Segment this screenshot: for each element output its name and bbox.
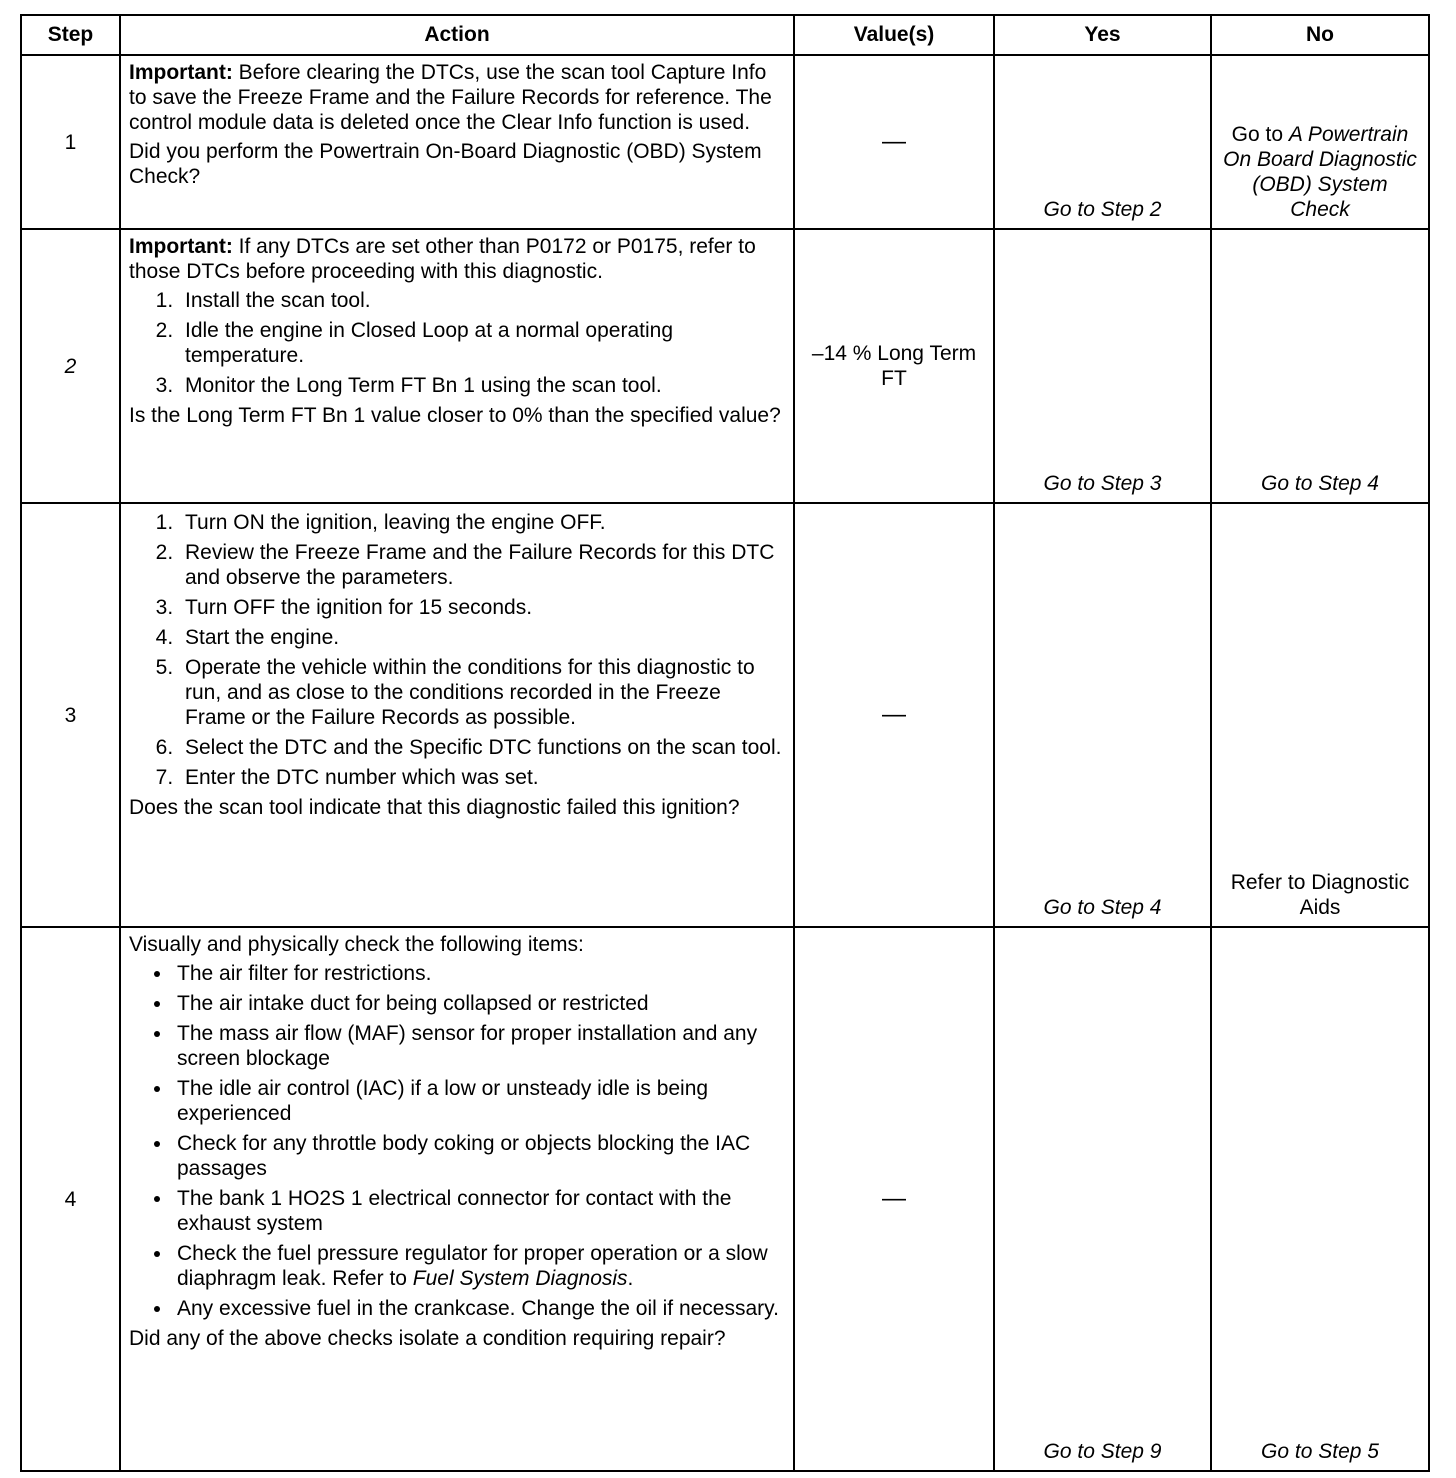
question: Does the scan tool indicate that this diagnostic failed this ignition? <box>129 796 740 819</box>
diagnostic-table <box>20 14 1430 1472</box>
step-number: 4 <box>21 927 120 1471</box>
question: Did any of the above checks isolate a condition requiring repair? <box>129 1327 726 1350</box>
action-cell <box>120 503 794 927</box>
yes-cell: Go to Step 2 <box>994 55 1211 229</box>
header-row <box>21 15 1429 55</box>
list-item: 4. Start the engine. <box>179 625 785 650</box>
important-label: Important: <box>129 235 233 258</box>
step-number: 3 <box>21 503 120 927</box>
value-text: — <box>882 701 906 728</box>
question: Did you perform the Powertrain On-Board Diagnostic (OBD) System Check? <box>129 140 762 188</box>
fuel-check-end: . <box>627 1267 634 1290</box>
action-cell <box>120 927 794 1471</box>
list-item: 5. Operate the vehicle within the conditions for this diagnostic to run, and as close to the conditions recorded in the Freeze Frame or the Failure Records as possible. <box>179 655 785 730</box>
check-list <box>129 961 785 1321</box>
value-cell <box>794 927 994 1471</box>
list-item: • The idle air control (IAC) if a low or unsteady idle is being experienced <box>173 1076 785 1126</box>
list-item: • The mass air flow (MAF) sensor for proper installation and any screen blockage <box>173 1021 785 1071</box>
important-note <box>129 234 785 284</box>
table-row <box>21 503 1429 927</box>
list-item: • The bank 1 HO2S 1 electrical connector for contact with the exhaust system <box>173 1186 785 1236</box>
list-item: 7. Enter the DTC number which was set. <box>179 765 785 790</box>
fuel-system-reference: Fuel System Diagnosis <box>412 1267 628 1290</box>
important-note <box>129 60 785 135</box>
list-item: 1. Install the scan tool. <box>179 288 785 313</box>
list-item: 2. Review the Freeze Frame and the Failure Records for this DTC and observe the parameters. <box>179 540 785 590</box>
no-cell <box>1211 55 1429 229</box>
action-cell <box>120 55 794 229</box>
list-item: • Check for any throttle body coking or objects blocking the IAC passages <box>173 1131 785 1181</box>
important-text: Before clearing the DTCs, use the scan tool Capture Info to save the Freeze Frame and the Failure Records for reference. The control module data is deleted once the Clear Info function is used. <box>129 61 772 134</box>
no-cell: Refer to Diagnostic Aids <box>1211 503 1429 927</box>
fuel-check-text: Check the fuel pressure regulator for proper operation or a slow diaphragm leak. Refer to <box>177 1242 768 1290</box>
list-item: • The air filter for restrictions. <box>173 961 785 986</box>
value-cell <box>794 503 994 927</box>
no-reference: A Powertrain On Board Diagnostic (OBD) System Check <box>1223 123 1417 221</box>
header-no: No <box>1211 15 1429 55</box>
intro-text: Visually and physically check the following items: <box>129 933 584 956</box>
value-text: — <box>882 1185 906 1212</box>
step-number: 1 <box>21 55 120 229</box>
value-cell: –14 % Long Term FT <box>794 229 994 503</box>
header-values: Value(s) <box>794 15 994 55</box>
table-row <box>21 55 1429 229</box>
table-row <box>21 927 1429 1471</box>
list-item: 3. Monitor the Long Term FT Bn 1 using the scan tool. <box>179 373 785 398</box>
value-text: — <box>882 128 906 155</box>
header-yes: Yes <box>994 15 1211 55</box>
action-cell <box>120 229 794 503</box>
yes-cell: Go to Step 3 <box>994 229 1211 503</box>
list-item: 3. Turn OFF the ignition for 15 seconds. <box>179 595 785 620</box>
important-label: Important: <box>129 61 233 84</box>
yes-cell: Go to Step 4 <box>994 503 1211 927</box>
list-item: 1. Turn ON the ignition, leaving the engine OFF. <box>179 510 785 535</box>
no-cell: Go to Step 4 <box>1211 229 1429 503</box>
table-row <box>21 229 1429 503</box>
procedure-list <box>129 288 785 398</box>
question: Is the Long Term FT Bn 1 value closer to 0% than the specified value? <box>129 404 781 427</box>
header-action: Action <box>120 15 794 55</box>
list-item: 6. Select the DTC and the Specific DTC functions on the scan tool. <box>179 735 785 760</box>
list-item <box>173 1241 785 1291</box>
list-item: 2. Idle the engine in Closed Loop at a normal operating temperature. <box>179 318 785 368</box>
step-number: 2 <box>21 229 120 503</box>
value-cell <box>794 55 994 229</box>
no-prefix: Go to <box>1231 123 1289 146</box>
procedure-list <box>129 510 785 790</box>
list-item: • The air intake duct for being collapsed or restricted <box>173 991 785 1016</box>
important-text: If any DTCs are set other than P0172 or P0175, refer to those DTCs before proceeding with this diagnostic. <box>129 235 756 283</box>
header-step: Step <box>21 15 120 55</box>
list-item: • Any excessive fuel in the crankcase. Change the oil if necessary. <box>173 1296 785 1321</box>
yes-cell: Go to Step 9 <box>994 927 1211 1471</box>
no-cell: Go to Step 5 <box>1211 927 1429 1471</box>
